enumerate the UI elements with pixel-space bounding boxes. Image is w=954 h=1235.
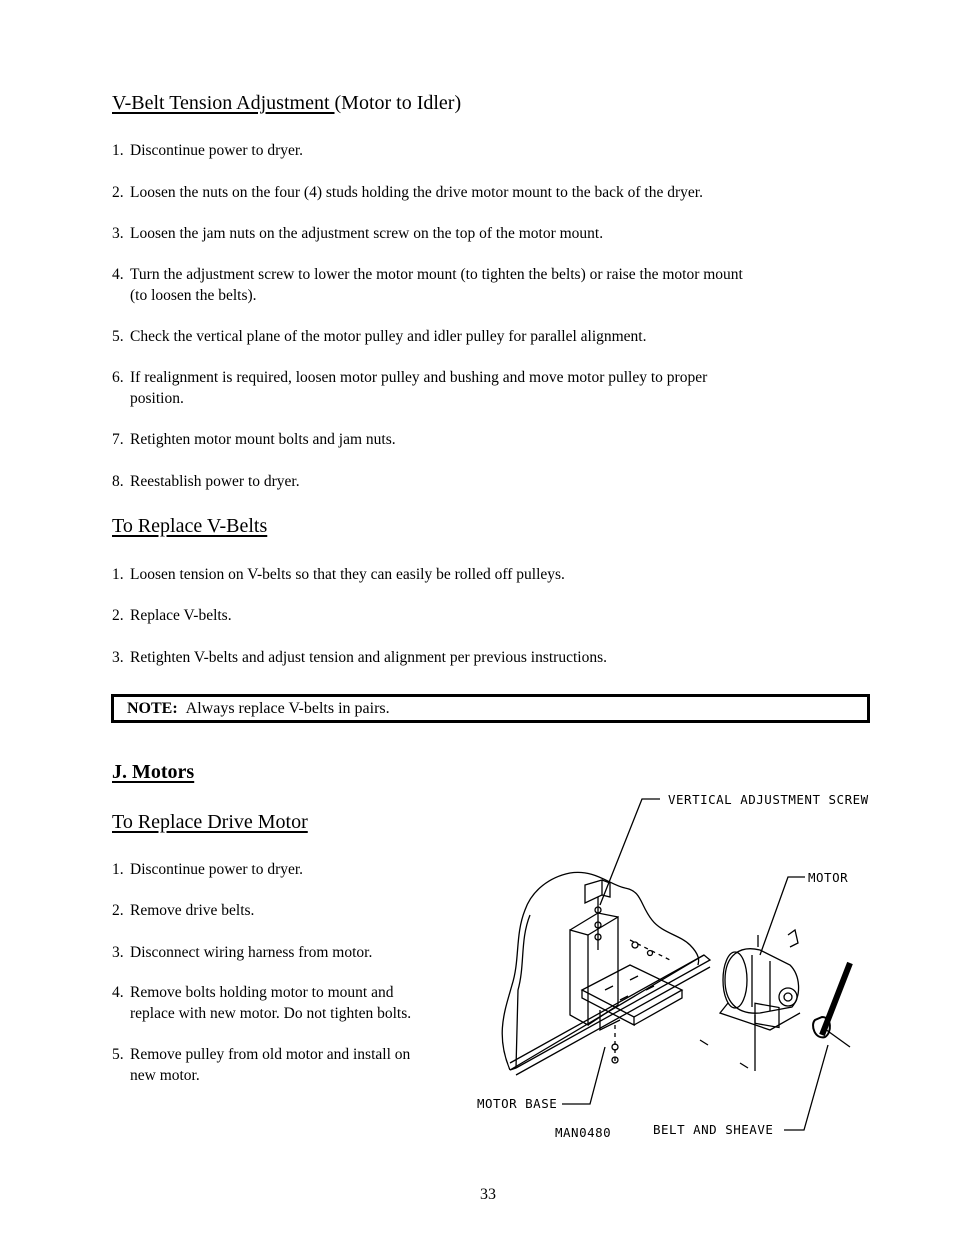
list-item: 8. Reestablish power to dryer. [112,473,300,490]
list-item: 1. Discontinue power to dryer. [112,142,304,159]
motor-mount-diagram [470,785,880,1145]
label-belt-and-sheave: BELT AND SHEAVE [653,1122,774,1137]
mount-plate [570,930,588,1025]
list-item: 1. Discontinue power to dryer. [112,861,304,878]
list-item: 2. Replace V-belts. [112,607,232,624]
dryer-panel-outline [502,872,698,1070]
list-item: 7. Retighten motor mount bolts and jam nuts. [112,431,396,448]
section-title-replace-vbelts: To Replace V-Belts [112,515,268,537]
list-item: 1. Loosen tension on V-belts so that they can easily be rolled off pulleys. [112,566,565,583]
list-item: 4. Turn the adjustment screw to lower the motor mount (to tighten the belts) or raise the motor mount (to loosen the belts). [112,266,743,304]
list-item: 5. Check the vertical plane of the motor pulley and idler pulley for parallel alignment. [112,328,647,345]
label-vertical-adjustment-screw: VERTICAL ADJUSTMENT SCREW [668,792,869,807]
list-item: 4. Remove bolts holding motor to mount and replace with new motor. Do not tighten bolts. [112,984,412,1022]
section-title-replace-drive-motor: To Replace Drive Motor [112,811,308,833]
leader-motor-base-1 [562,1047,605,1104]
section-title-underlined: V-Belt Tension Adjustment [112,92,335,114]
motor-body [725,949,799,1013]
page-number: 33 [480,1186,496,1203]
list-item: 2. Remove drive belts. [112,902,255,919]
section-title-vbelt-tension [112,92,461,115]
list-item: 3. Retighten V-belts and adjust tension and alignment per previous instructions. [112,649,607,666]
note-box [111,694,870,723]
list-item: 6. If realignment is required, loosen motor pulley and bushing and move motor pulley to proper position. [112,369,708,407]
label-figure-id: MAN0480 [555,1125,612,1140]
note-label: NOTE: [127,700,178,717]
label-motor: MOTOR [808,870,849,885]
belt [822,963,850,1035]
list-item: 3. Disconnect wiring harness from motor. [112,944,373,961]
section-heading-motors: J. Motors [112,761,195,783]
list-item: 2. Loosen the nuts on the four (4) studs holding the drive motor mount to the back of the dryer. [112,184,703,201]
list-item: 3. Loosen the jam nuts on the adjustment screw on the top of the motor mount. [112,225,604,242]
section-title-rest: (Motor to Idler) [334,92,462,114]
list-item: 5. Remove pulley from old motor and install on new motor. [112,1046,411,1084]
leader-belt-and-sheave [784,1045,828,1130]
note-text: Always replace V-belts in pairs. [185,700,390,717]
label-motor-base: MOTOR BASE [477,1096,558,1111]
